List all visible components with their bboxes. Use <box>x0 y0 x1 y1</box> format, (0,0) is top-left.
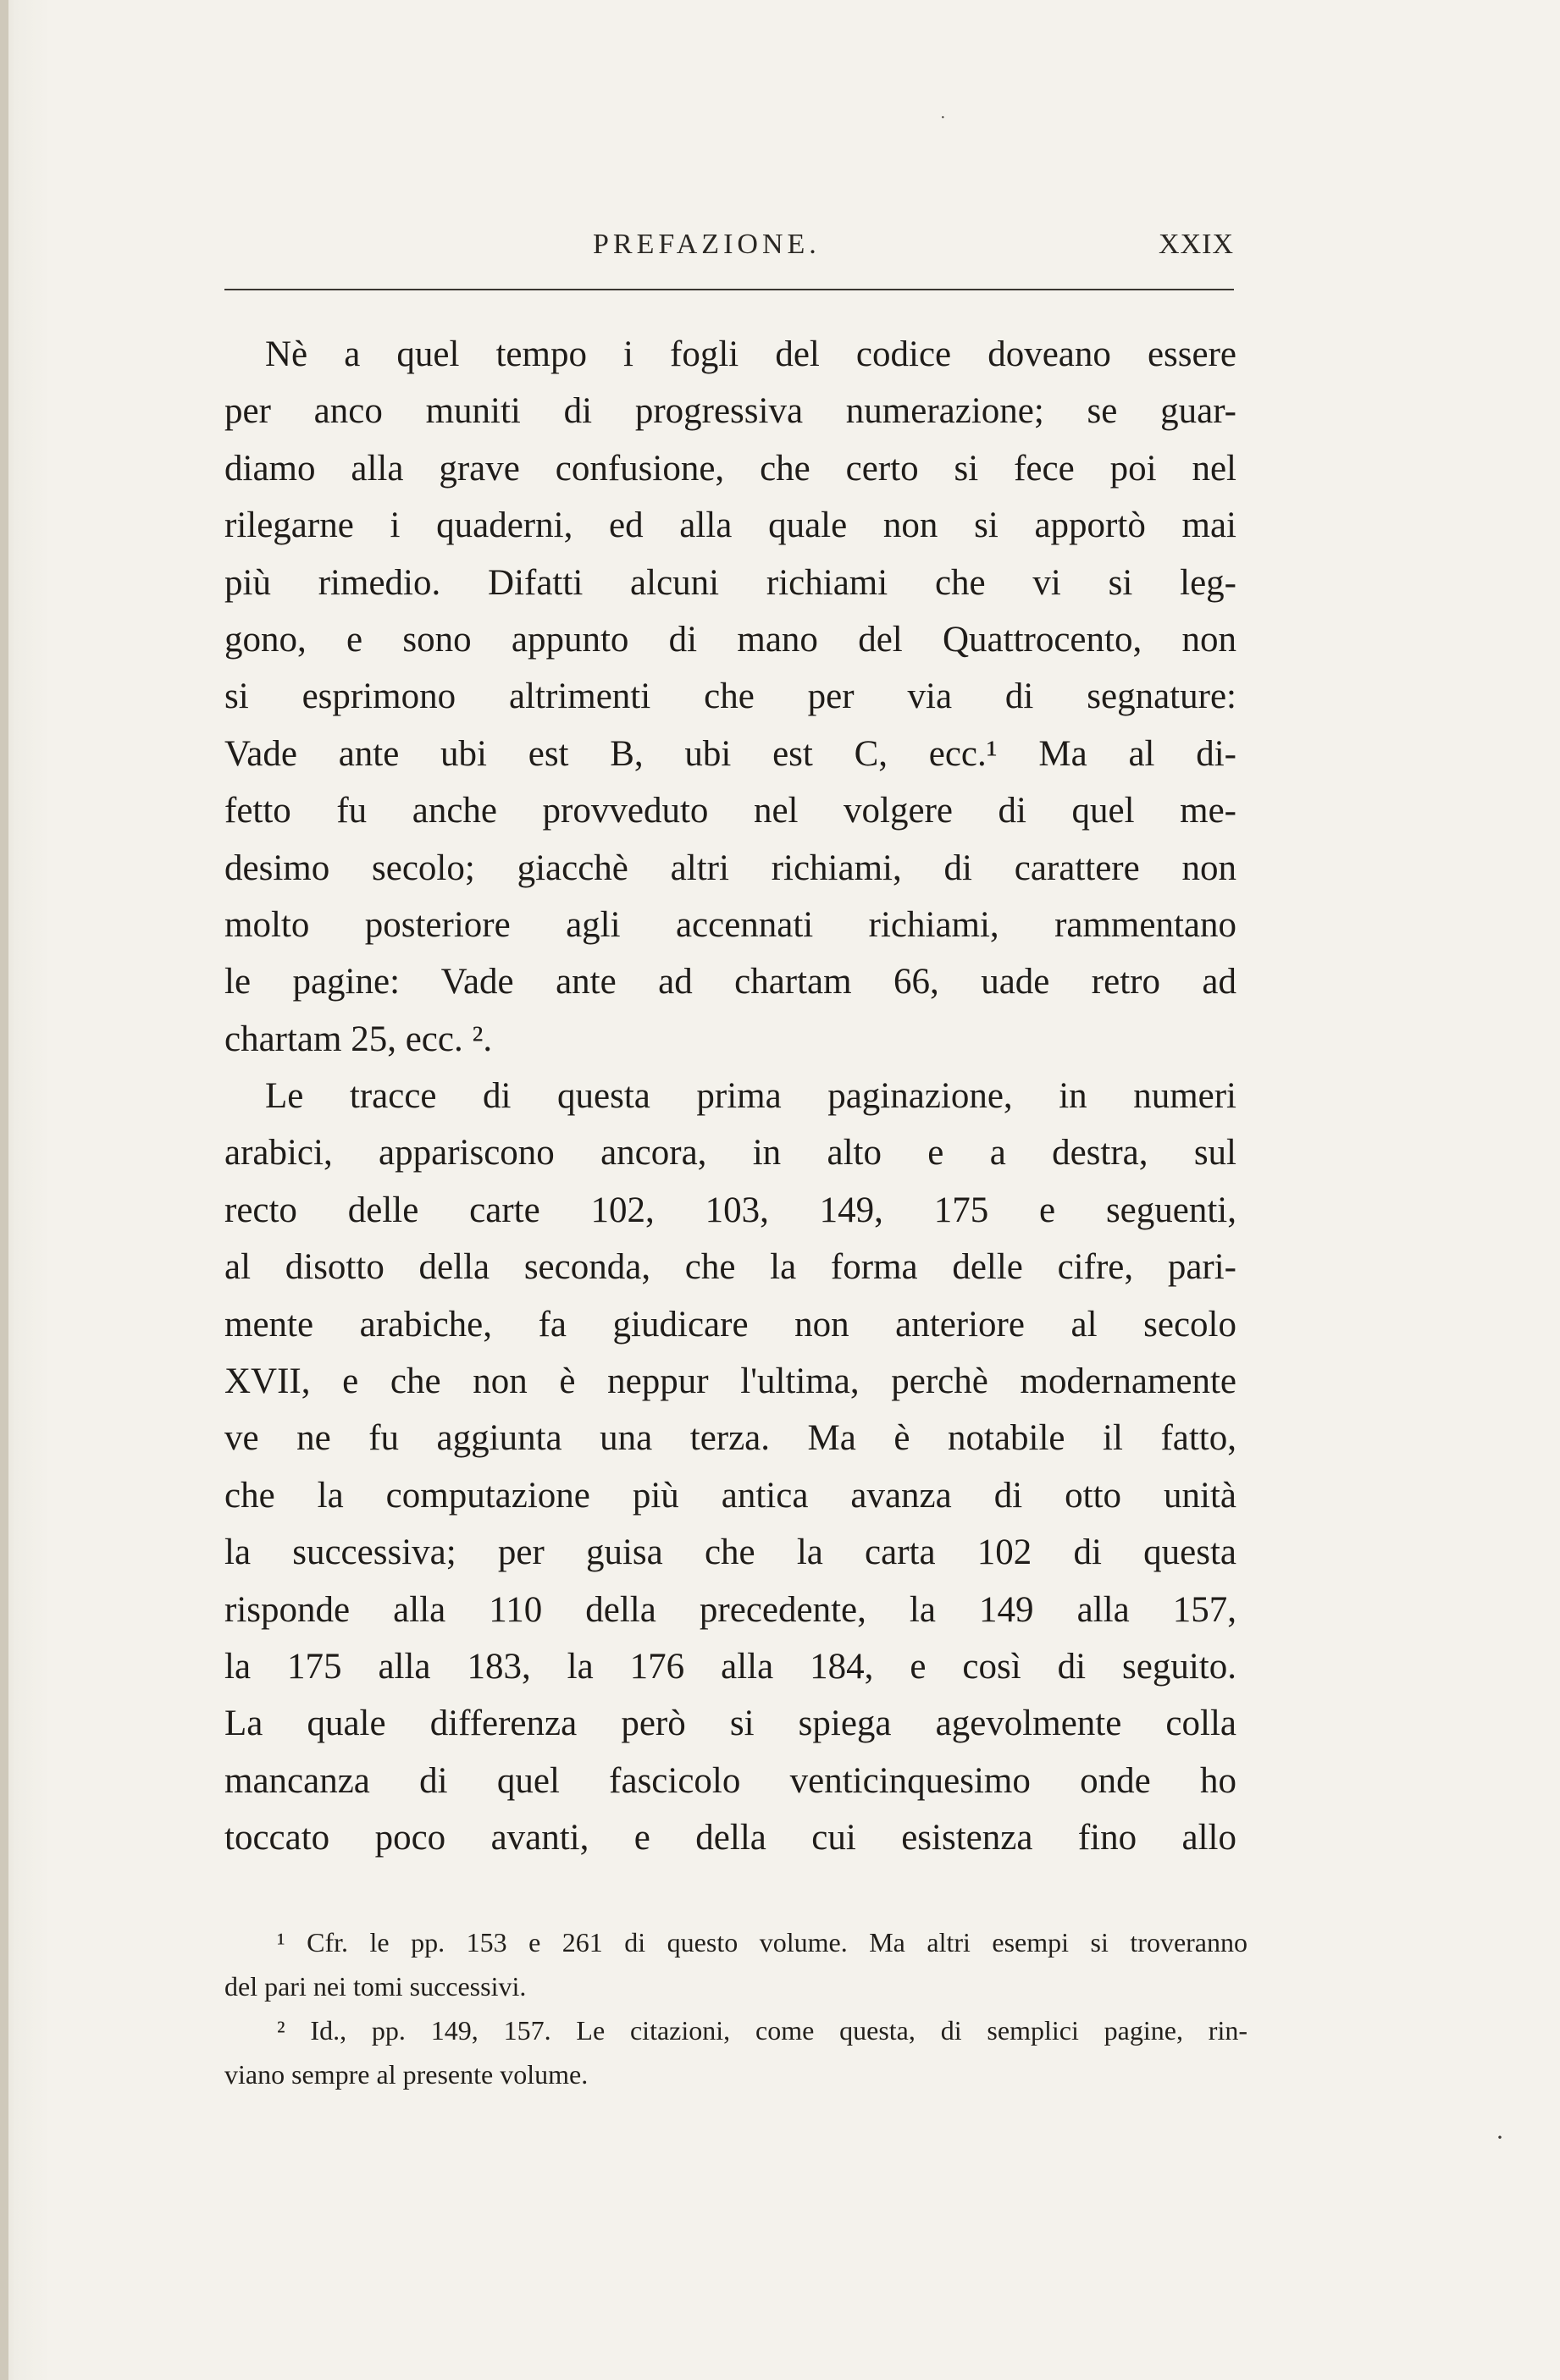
text-line: recto delle carte 102, 103, 149, 175 e seguenti, <box>224 1190 1236 1230</box>
text-line: al disotto della seconda, che la forma delle cifre, pari- <box>224 1247 1236 1288</box>
running-title: PREFAZIONE. <box>593 229 821 260</box>
header-rule <box>224 289 1234 290</box>
text-line: toccato poco avanti, e della cui esistenza fino allo <box>224 1818 1236 1858</box>
text-line: molto posteriore agli accennati richiami, rammentano <box>224 904 1236 945</box>
text-line: le pagine: Vade ante ad chartam 66, uade retro ad <box>224 962 1236 1002</box>
text-line: La quale differenza però si spiega agevolmente colla <box>224 1704 1236 1744</box>
text-line: fetto fu anche provveduto nel volgere di quel me- <box>224 791 1236 831</box>
text-line: Nè a quel tempo i fogli del codice doveano essere <box>265 334 1236 374</box>
text-line: risponde alla 110 della precedente, la 149 alla 157, <box>224 1589 1236 1630</box>
text-line: XVII, e che non è neppur l'ultima, perchè modernamente <box>224 1361 1236 1402</box>
text-line: Le tracce di questa prima paginazione, in numeri <box>265 1076 1236 1117</box>
text-line: gono, e sono appunto di mano del Quattrocento, non <box>224 619 1236 660</box>
footnote-line: ¹ Cfr. le pp. 153 e 261 di questo volume. Ma altri esempi si troveranno <box>277 1927 1247 1958</box>
binding-edge <box>0 0 8 2380</box>
text-line: che la computazione più antica avanza di otto unità <box>224 1475 1236 1516</box>
text-line: diamo alla grave confusione, che certo si fece poi nel <box>224 448 1236 489</box>
text-line: più rimedio. Difatti alcuni richiami che vi si leg- <box>224 562 1236 603</box>
text-line: ve ne fu aggiunta una terza. Ma è notabile il fatto, <box>224 1418 1236 1459</box>
text-line: per anco muniti di progressiva numerazione; se guar- <box>224 391 1236 432</box>
text-line: la 175 alla 183, la 176 alla 184, e così di seguito. <box>224 1646 1236 1687</box>
text-line: desimo secolo; giacchè altri richiami, di carattere non <box>224 848 1236 888</box>
text-line: chartam 25, ecc. ². <box>224 1019 493 1059</box>
body-text <box>224 326 1236 1867</box>
footnote-line: del pari nei tomi successivi. <box>224 1971 527 2002</box>
text-line: arabici, appariscono ancora, in alto e a destra, sul <box>224 1133 1236 1173</box>
text-line: mancanza di quel fascicolo venticinquesimo onde ho <box>224 1760 1236 1801</box>
page-number: XXIX <box>1159 229 1234 260</box>
ink-speck: · <box>940 108 946 127</box>
footnotes <box>224 1920 1247 2096</box>
text-line: rilegarne i quaderni, ed alla quale non si apportò mai <box>224 505 1236 546</box>
text-line: mente arabiche, fa giudicare non anteriore al secolo <box>224 1304 1236 1345</box>
text-line: la successiva; per guisa che la carta 102 di questa <box>224 1532 1236 1573</box>
running-head <box>224 222 1234 281</box>
text-line: Vade ante ubi est B, ubi est C, ecc.¹ Ma al di- <box>224 733 1236 774</box>
ink-speck: · <box>1496 2123 1504 2151</box>
footnote-line: viano sempre al presente volume. <box>224 2059 589 2090</box>
text-line: si esprimono altrimenti che per via di segnature: <box>224 676 1236 717</box>
footnote-line: ² Id., pp. 149, 157. Le citazioni, come questa, di semplici pagine, rin- <box>277 2015 1247 2046</box>
